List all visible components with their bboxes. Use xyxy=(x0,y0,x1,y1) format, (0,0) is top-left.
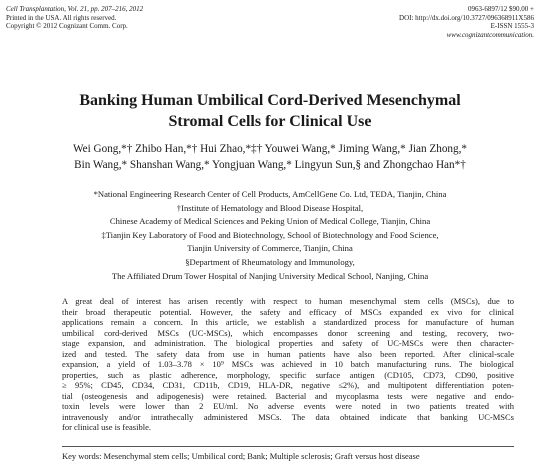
abstract-line: properties, such as plastic adherence, morphology, specific surface antigen (CD105, CD73, CD90, positive xyxy=(62,369,514,380)
doi-link[interactable]: DOI: http://dx.doi.org/10.3727/096368911X586 xyxy=(399,13,534,22)
abstract-line: their broad therapeutic potential. However, the safety and efficacy of MSCs expanded ex vivo for clinical xyxy=(62,306,514,317)
affiliation-line: Tianjin University of Commerce, Tianjin, China xyxy=(187,243,353,254)
journal-header-right xyxy=(334,5,534,39)
journal-header-left xyxy=(6,5,266,31)
authors-line-2: Bin Wang,* Shanshan Wang,* Yongjuan Wang,* Lingyun Sun,§ and Zhongchao Han*† xyxy=(74,159,466,171)
authors-line-1: Wei Gong,*† Zhibo Han,*† Hui Zhao,*‡† Youwei Wang,* Jiming Wang,* Jian Zhong,* xyxy=(72,143,467,155)
abstract-line: ized and tested. The safety data from use in human patients have also been reported. After clinical-scale xyxy=(62,348,514,359)
abstract-line: for clinical use is feasible. xyxy=(62,422,151,432)
article-title xyxy=(40,90,500,132)
printed-notice: Printed in the USA. All rights reserved. xyxy=(6,13,117,22)
keywords-divider xyxy=(62,446,514,447)
abstract-line: umbilical cord-derived MSCs (UC-MSCs), which encompasses donor screening and testing, recovery, two- xyxy=(62,327,514,338)
copyright-notice: Copyright © 2012 Cognizant Comm. Corp. xyxy=(6,22,128,31)
publisher-website[interactable]: www.cognizantcommunication. xyxy=(446,30,534,39)
affiliation-line: †Institute of Hematology and Blood Disease Hospital, xyxy=(176,202,364,213)
price-code: 0963-6897/12 $90.00 + xyxy=(468,5,534,13)
abstract-line: intravenously and/or intrathecally administered MSCs. The data obtained indicate that banking UC-MSCs xyxy=(62,411,514,422)
abstract-line: ≥ 95%; CD45, CD34, CD31, CD11b, CD19, HLA-DR, negative ≤2%), and multipotent differentiation poten- xyxy=(62,380,514,390)
title-line-1: Banking Human Umbilical Cord-Derived Mesenchymal xyxy=(79,92,461,109)
affiliation-line: §Department of Rheumatology and Immunology, xyxy=(185,256,355,267)
affiliation-line: ‡Tianjin Key Laboratory of Food and Biotechnology, School of Biotechnology and Food Science, xyxy=(101,229,439,240)
abstract-line: stage expansion, and administration. The biological properties and safety of UC-MSCs were then character- xyxy=(62,338,514,348)
journal-citation: Cell Transplantation, Vol. 21, pp. 207–216, 2012 xyxy=(6,5,144,13)
affiliation-line: *National Engineering Research Center of Cell Products, AmCellGene Co. Ltd, TEDA, Tianjin, China xyxy=(93,189,447,199)
eissn: E-ISSN 1555-3 xyxy=(490,22,534,31)
abstract-line: expansion, a yield of 1.03–3.78 × 10⁹ MSCs was achieved in 10 batch manufacturing runs. The biological xyxy=(62,359,514,369)
affiliations xyxy=(30,188,510,283)
abstract-line: A great deal of interest has arisen recently with respect to human mesenchymal stem cells (MSCs), due to xyxy=(62,296,514,306)
abstract-line: tial (osteogenesis and adipogenesis) were retained. Bacterial and mycoplasma tests were negative and endo- xyxy=(62,390,514,401)
keywords: Key words: Mesenchymal stem cells; Umbilical cord; Bank; Multiple sclerosis; Graft versus host disease xyxy=(62,451,420,461)
affiliation-line: Chinese Academy of Medical Sciences and Peking Union of Medical College, Tianjin, China xyxy=(109,216,431,227)
abstract-line: toxin levels were lower than 2 EU/ml. No adverse events were noted in two patients treated with xyxy=(62,401,514,411)
affiliation-line: The Affiliated Drum Tower Hospital of Nanjing University Medical School, Nanjing, China xyxy=(111,270,429,281)
title-line-2: Stromal Cells for Clinical Use xyxy=(168,113,372,130)
abstract xyxy=(62,296,514,433)
abstract-line: applications remain a concern. In this article, we establish a standardized process for manufacture of human xyxy=(62,317,514,327)
author-list xyxy=(40,141,500,173)
